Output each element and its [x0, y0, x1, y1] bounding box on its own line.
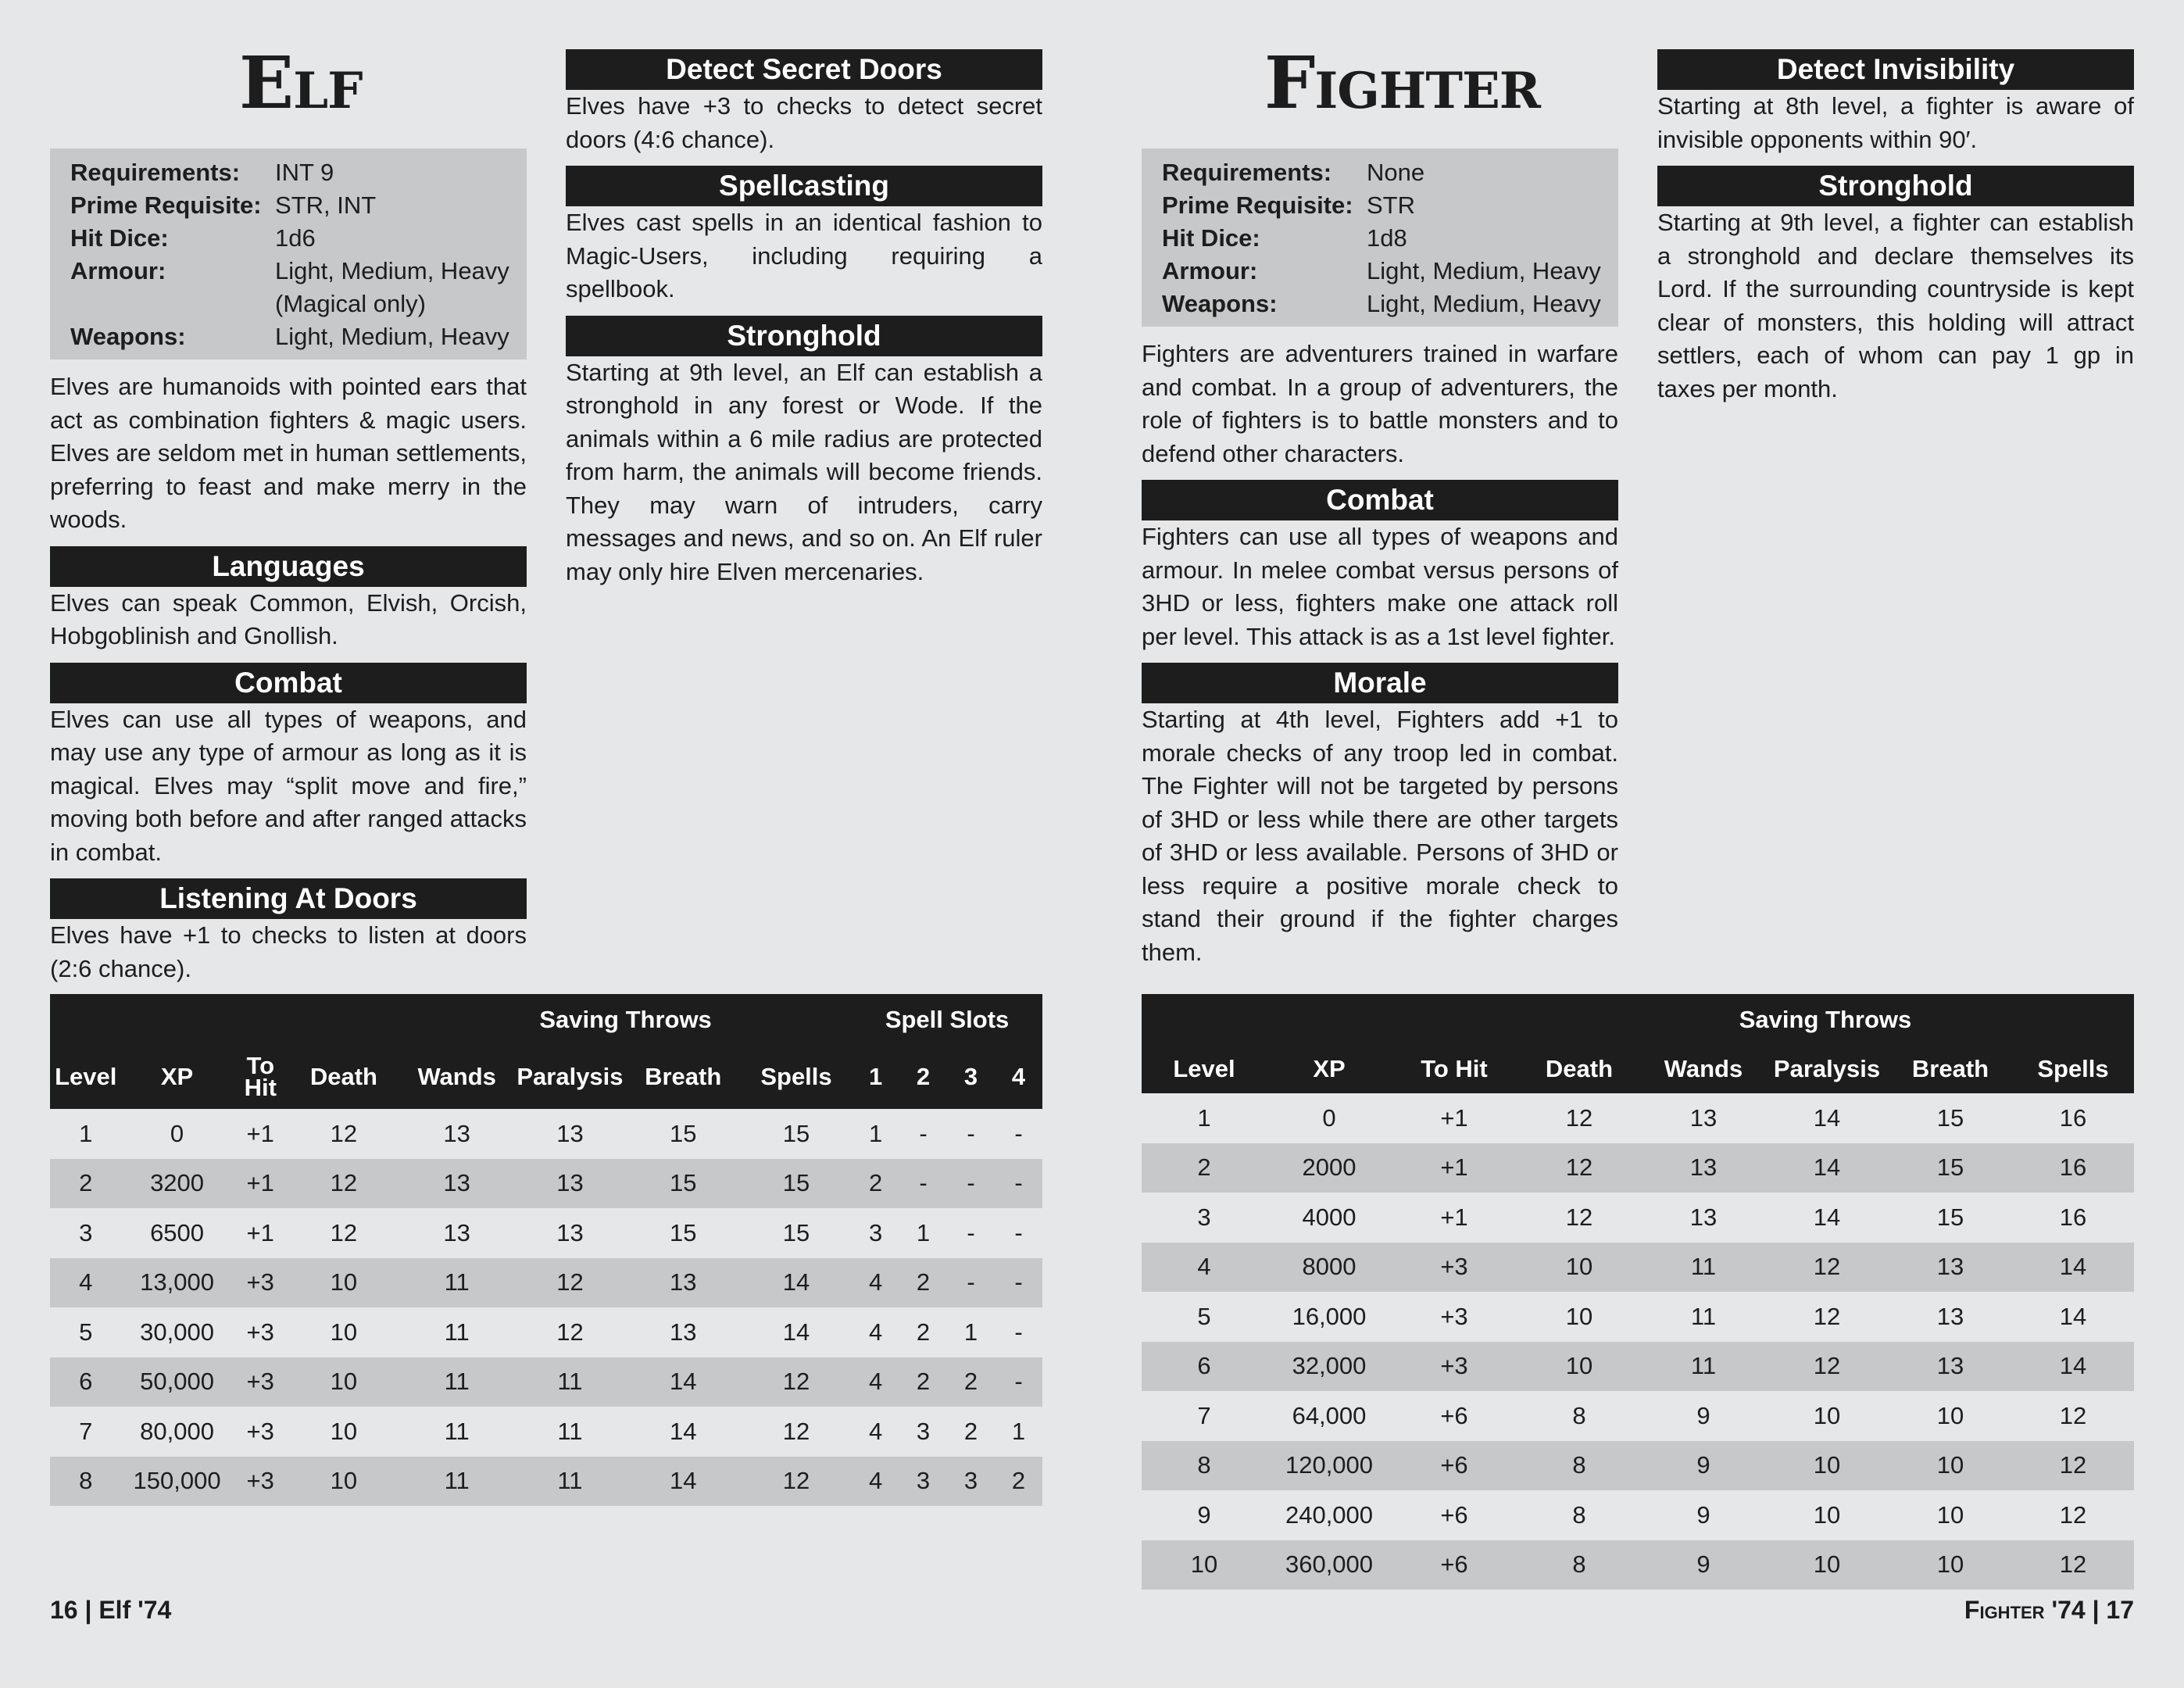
info-value: Light, Medium, Heavy	[1367, 290, 1601, 317]
table-cell: +3	[1440, 1302, 1468, 1330]
table-cell: 15	[626, 1159, 741, 1209]
info-label: Hit Dice:	[70, 224, 169, 252]
table-cell: 64,000	[1292, 1401, 1367, 1429]
table-cell: 4	[852, 1457, 899, 1507]
table-cell: 14	[626, 1357, 741, 1407]
elf-column-2	[566, 40, 1042, 588]
fighter-stronghold-header: Stronghold	[1657, 166, 2134, 206]
table-cell: 2	[899, 1357, 947, 1407]
column-header: Level	[1142, 1045, 1267, 1093]
table-cell: 13	[514, 1159, 625, 1209]
table-cell: 14	[2059, 1302, 2087, 1330]
table-row	[50, 1208, 1042, 1258]
table-cell: 14	[782, 1318, 810, 1346]
table-cell: 9	[1642, 1441, 1765, 1491]
table-cell: -	[947, 1159, 995, 1209]
elf-languages-text: Elves can speak Common, Elvish, Orcish, Hobgoblinish and Gnollish.	[50, 588, 527, 649]
page-title-fighter: Fighter	[1264, 41, 1540, 125]
table-cell: +1	[233, 1159, 288, 1209]
table-cell: +3	[1392, 1243, 1517, 1293]
table-cell: +1	[246, 1218, 274, 1246]
table-cell: 10	[1517, 1243, 1642, 1293]
table-cell: +6	[1440, 1500, 1468, 1529]
column-header: Wands	[399, 1045, 514, 1109]
table-cell: 3	[899, 1457, 947, 1507]
table-cell: +3	[233, 1258, 288, 1308]
table-cell: 80,000	[140, 1417, 214, 1445]
table-cell: 15	[1889, 1143, 2012, 1193]
table-row	[50, 1407, 1042, 1457]
info-label: Hit Dice:	[1162, 224, 1260, 252]
column-header: XP	[1267, 1045, 1392, 1093]
table-cell: 16	[2059, 1103, 2087, 1132]
fighter-column-2	[1657, 40, 2134, 406]
table-row	[1142, 1093, 2134, 1143]
table-cell: 1	[79, 1119, 93, 1147]
info-value: None	[1367, 159, 1425, 186]
table-cell: 16	[2059, 1203, 2087, 1231]
table-row	[50, 1357, 1042, 1407]
elf-listening-header: Listening At Doors	[50, 878, 527, 919]
table-cell: 11	[514, 1357, 625, 1407]
table-cell: 12	[1517, 1143, 1642, 1193]
table-cell: 12	[514, 1258, 625, 1308]
table-cell: 120,000	[1267, 1441, 1392, 1491]
elf-combat-header: Combat	[50, 663, 527, 703]
elf-intro: Elves are humanoids with pointed ears that act as combination fighters & magic users. Elves are seldom met in human settlements, preferring to feast and make merry in the woods.	[50, 373, 527, 533]
column-header: To Hit	[1392, 1045, 1517, 1093]
table-cell: 11	[444, 1318, 470, 1346]
page-title-elf: Elf	[239, 41, 363, 125]
table-cell: 13	[1689, 1103, 1718, 1132]
table-cell: 2	[852, 1159, 899, 1209]
elf-stronghold-text: Starting at 9th level, an Elf can establish a stronghold in any forest or Wode. If the animals within a 6 mile radius are protected from harm, the animals will become friends. They may warn of intruders, carry messages and news, and so on. An Elf ruler may only hire Elven mercenaries.	[566, 358, 1042, 585]
column-header: 3	[947, 1045, 995, 1109]
table-cell: 13	[1889, 1342, 2012, 1392]
table-cell: 3	[79, 1218, 93, 1246]
info-value: STR, INT	[275, 191, 377, 219]
table-cell: 12	[741, 1357, 852, 1407]
elf-secret-doors-header: Detect Secret Doors	[566, 49, 1042, 90]
table-cell: 11	[1642, 1243, 1765, 1293]
table-cell: -	[995, 1357, 1042, 1407]
table-cell: 14	[669, 1417, 697, 1445]
table-cell: 3	[947, 1457, 995, 1507]
fighter-level-table	[1142, 994, 2134, 1590]
table-cell: -	[995, 1159, 1042, 1209]
info-label: Weapons:	[1162, 290, 1278, 317]
table-cell: 2	[947, 1357, 995, 1407]
table-cell: 12	[556, 1318, 584, 1346]
table-cell: +6	[1440, 1401, 1468, 1429]
table-cell: 4	[50, 1258, 121, 1308]
table-cell: 12	[1765, 1243, 1889, 1293]
table-cell: 10	[288, 1357, 399, 1407]
table-cell: +3	[233, 1357, 288, 1407]
table-cell: 5	[1197, 1302, 1211, 1330]
table-cell: 2	[1142, 1143, 1267, 1193]
elf-column-1	[50, 148, 527, 985]
column-header: Breath	[626, 1045, 741, 1109]
table-cell: -	[947, 1258, 995, 1308]
info-row	[70, 255, 516, 320]
table-cell: 1	[868, 1119, 883, 1147]
column-header: Paralysis	[514, 1045, 625, 1109]
elf-level-table	[50, 994, 1042, 1506]
table-cell: 3	[916, 1417, 931, 1445]
fighter-combat-text: Fighters can use all types of weapons and armour. In melee combat versus persons of 3HD or less, fighters make one attack roll per level. This attack is as a 1st level fighter.	[1142, 523, 1618, 650]
column-header: Death	[1517, 1045, 1642, 1093]
table-cell: 12	[2059, 1500, 2087, 1529]
column-header: 2	[899, 1045, 947, 1109]
table-cell: 4000	[1302, 1203, 1357, 1231]
info-label: Armour:	[1162, 257, 1258, 284]
fighter-morale-text: Starting at 4th level, Fighters add +1 to morale checks of any troop led in combat. The Fighter will not be targeted by persons of 3HD or less while there are other targets of 3HD or less available. Persons of 3HD or less require a positive morale check to stand their ground if the fighter charges them.	[1142, 706, 1618, 966]
info-label: Armour:	[70, 257, 166, 284]
table-cell: 150,000	[121, 1457, 232, 1507]
table-cell: 4	[868, 1318, 883, 1346]
info-row	[1162, 156, 1607, 189]
table-cell: 12	[330, 1218, 358, 1246]
table-cell: +6	[1392, 1441, 1517, 1491]
info-row	[70, 320, 516, 353]
table-cell: 4	[852, 1258, 899, 1308]
table-row	[1142, 1193, 2134, 1243]
table-cell: 0	[1322, 1103, 1336, 1132]
table-cell: 14	[2012, 1342, 2134, 1392]
table-cell: 15	[782, 1119, 810, 1147]
table-cell: 10	[1765, 1540, 1889, 1590]
table-cell: 11	[1690, 1302, 1717, 1330]
table-cell: 9	[1197, 1500, 1211, 1529]
table-cell: +3	[233, 1457, 288, 1507]
table-cell: 14	[626, 1457, 741, 1507]
info-value: Light, Medium, Heavy (Magical only)	[275, 257, 509, 317]
table-cell: -	[1014, 1119, 1023, 1147]
info-label: Prime Requisite:	[1162, 191, 1353, 219]
elf-listening-text: Elves have +1 to checks to listen at doors (2:6 chance).	[50, 921, 527, 982]
table-cell: 13	[669, 1318, 697, 1346]
table-cell: 15	[782, 1218, 810, 1246]
table-cell: 14	[1765, 1143, 1889, 1193]
table-cell: 240,000	[1285, 1500, 1374, 1529]
elf-spell-slots-header: Spell Slots	[852, 994, 1042, 1045]
column-header: Paralysis	[1765, 1045, 1889, 1093]
table-cell: 11	[514, 1457, 625, 1507]
table-cell: 13	[1889, 1243, 2012, 1293]
table-cell: 32,000	[1267, 1342, 1392, 1392]
table-cell: -	[1014, 1318, 1023, 1346]
table-cell: 6	[50, 1357, 121, 1407]
table-row	[50, 1307, 1042, 1357]
info-label: Weapons:	[70, 323, 186, 350]
table-cell: +3	[246, 1417, 274, 1445]
fighter-saving-throws-header: Saving Throws	[1517, 994, 2134, 1045]
table-cell: 10	[288, 1457, 399, 1507]
fighter-column-1	[1142, 148, 1618, 969]
table-cell: 10	[330, 1318, 358, 1346]
table-cell: 0	[170, 1119, 184, 1147]
fighter-morale-header: Morale	[1142, 663, 1618, 703]
info-row	[70, 156, 516, 189]
table-cell: 14	[2012, 1243, 2134, 1293]
footer-right	[1964, 1596, 2134, 1625]
table-cell: 10	[330, 1417, 358, 1445]
table-cell: +1	[1440, 1103, 1468, 1132]
info-value: INT 9	[275, 159, 334, 186]
table-cell: -	[919, 1119, 928, 1147]
table-cell: 14	[741, 1258, 852, 1308]
table-row	[50, 1258, 1042, 1308]
table-cell: 10	[1142, 1540, 1267, 1590]
column-header: Level	[50, 1045, 121, 1109]
table-cell: 13	[1642, 1143, 1765, 1193]
table-cell: 10	[1813, 1500, 1841, 1529]
info-row	[1162, 189, 1607, 222]
table-cell: 10	[1889, 1441, 2012, 1491]
table-cell: 2000	[1267, 1143, 1392, 1193]
elf-languages-header: Languages	[50, 546, 527, 587]
table-cell: 14	[1813, 1203, 1841, 1231]
table-cell: 12	[288, 1159, 399, 1209]
table-cell: 16	[2012, 1143, 2134, 1193]
table-row	[1142, 1490, 2134, 1540]
table-cell: 12	[2012, 1441, 2134, 1491]
table-cell: 11	[399, 1357, 514, 1407]
info-value: Light, Medium, Heavy	[1367, 257, 1601, 284]
table-cell: 8000	[1267, 1243, 1392, 1293]
elf-spellcasting-header: Spellcasting	[566, 166, 1042, 206]
table-cell: 14	[1813, 1103, 1841, 1132]
table-cell: 13	[1936, 1302, 1964, 1330]
elf-info-box	[50, 148, 527, 359]
table-cell: 12	[1813, 1302, 1841, 1330]
table-cell: 12	[2012, 1540, 2134, 1590]
column-header: 4	[995, 1045, 1042, 1109]
info-row	[70, 189, 516, 222]
table-cell: +3	[1392, 1342, 1517, 1392]
table-cell: 16,000	[1292, 1302, 1367, 1330]
elf-saving-throws-header: Saving Throws	[399, 994, 852, 1045]
table-row	[50, 1159, 1042, 1209]
table-cell: 8	[50, 1457, 121, 1507]
fighter-info-box	[1142, 148, 1618, 327]
table-cell: 12	[1565, 1103, 1593, 1132]
table-cell: 2	[995, 1457, 1042, 1507]
table-cell: 12	[330, 1119, 358, 1147]
table-row	[1142, 1143, 2134, 1193]
info-row	[1162, 255, 1607, 288]
table-cell: 4	[1142, 1243, 1267, 1293]
table-cell: 1	[1197, 1103, 1211, 1132]
info-label: Prime Requisite:	[70, 191, 262, 219]
table-cell: 9	[1696, 1401, 1710, 1429]
footer-right-class: Fighter	[1964, 1596, 2045, 1624]
table-cell: 10	[1765, 1441, 1889, 1491]
column-header: XP	[121, 1045, 232, 1109]
table-row	[1142, 1292, 2134, 1342]
table-cell: 11	[444, 1417, 470, 1445]
column-header: 1	[852, 1045, 899, 1109]
table-cell: 10	[1517, 1342, 1642, 1392]
table-cell: 10	[1813, 1401, 1841, 1429]
elf-spellcasting-text: Elves cast spells in an identical fashion to Magic-Users, including requiring a spellbook.	[566, 209, 1042, 302]
table-cell: 12	[1765, 1342, 1889, 1392]
table-cell: 10	[288, 1258, 399, 1308]
footer-left: 16 | Elf '74	[50, 1596, 172, 1624]
table-row	[1142, 1243, 2134, 1293]
table-cell: 13,000	[121, 1258, 232, 1308]
table-cell: -	[995, 1258, 1042, 1308]
table-cell: +1	[246, 1119, 274, 1147]
table-cell: 13	[626, 1258, 741, 1308]
table-cell: 3	[868, 1218, 883, 1246]
table-cell: 4	[868, 1417, 883, 1445]
table-cell: 2	[916, 1318, 931, 1346]
table-cell: 11	[399, 1258, 514, 1308]
info-value: 1d8	[1367, 224, 1407, 252]
table-cell: 4	[852, 1357, 899, 1407]
fighter-invisibility-header: Detect Invisibility	[1657, 49, 2134, 90]
table-cell: 13	[1689, 1203, 1718, 1231]
info-row	[70, 222, 516, 255]
fighter-intro: Fighters are adventurers trained in warfare and combat. In a group of adventurers, the role of fighters is to battle monsters and to defend other characters.	[1142, 340, 1618, 467]
column-header: Breath	[1889, 1045, 2012, 1093]
table-cell: 12	[741, 1457, 852, 1507]
table-cell: 50,000	[121, 1357, 232, 1407]
table-row	[1142, 1441, 2134, 1491]
column-header: Spells	[2012, 1045, 2134, 1093]
table-cell: 11	[399, 1457, 514, 1507]
table-cell: 8	[1517, 1441, 1642, 1491]
info-value: Light, Medium, Heavy	[275, 323, 509, 350]
table-cell: 11	[1642, 1342, 1765, 1392]
table-row	[50, 1457, 1042, 1507]
table-cell: 13	[556, 1218, 584, 1246]
table-row	[1142, 1391, 2134, 1441]
info-value: 1d6	[275, 224, 316, 252]
table-cell: 13	[556, 1119, 584, 1147]
column-header: Spells	[741, 1045, 852, 1109]
table-cell: -	[967, 1218, 975, 1246]
table-cell: 11	[557, 1417, 583, 1445]
table-cell: 5	[79, 1318, 93, 1346]
table-cell: +6	[1392, 1540, 1517, 1590]
table-cell: -	[899, 1159, 947, 1209]
table-row	[50, 1109, 1042, 1159]
table-cell: 2	[899, 1258, 947, 1308]
fighter-combat-header: Combat	[1142, 480, 1618, 520]
table-row	[1142, 1540, 2134, 1590]
table-cell: 10	[1936, 1401, 1964, 1429]
table-cell: 12	[2059, 1401, 2087, 1429]
table-cell: 6500	[150, 1218, 205, 1246]
column-header: Wands	[1642, 1045, 1765, 1093]
elf-stronghold-header: Stronghold	[566, 316, 1042, 356]
column-header: To Hit	[233, 1045, 288, 1109]
table-cell: 7	[79, 1417, 93, 1445]
table-cell: 9	[1696, 1500, 1710, 1529]
column-header: Death	[288, 1045, 399, 1109]
table-cell: 6	[1142, 1342, 1267, 1392]
table-cell: 10	[1889, 1540, 2012, 1590]
info-value: STR	[1367, 191, 1415, 219]
fighter-invisibility-text: Starting at 8th level, a fighter is aware of invisible opponents within 90′.	[1657, 92, 2134, 153]
table-cell: 15	[669, 1119, 697, 1147]
table-cell: +1	[1392, 1143, 1517, 1193]
table-cell: 360,000	[1267, 1540, 1392, 1590]
table-cell: 15	[1936, 1203, 1964, 1231]
elf-combat-text: Elves can use all types of weapons, and may use any type of armour as long as it is magical. Elves may “split move and fire,” moving both before and after ranged attacks in combat.	[50, 705, 527, 866]
footer-right-page: '74 | 17	[2044, 1596, 2134, 1624]
table-cell: 13	[399, 1159, 514, 1209]
table-cell: 7	[1197, 1401, 1211, 1429]
table-cell: 15	[669, 1218, 697, 1246]
table-cell: 1	[916, 1218, 931, 1246]
info-row	[1162, 288, 1607, 320]
table-cell: 3200	[121, 1159, 232, 1209]
info-row	[1162, 222, 1607, 255]
table-cell: +3	[246, 1318, 274, 1346]
info-label: Requirements:	[1162, 159, 1332, 186]
table-cell: -	[1014, 1218, 1023, 1246]
table-cell: 8	[1572, 1401, 1586, 1429]
table-cell: 13	[443, 1218, 470, 1246]
table-cell: 1	[963, 1318, 978, 1346]
table-cell: 9	[1642, 1540, 1765, 1590]
table-cell: 8	[1517, 1540, 1642, 1590]
table-cell: 3	[1197, 1203, 1211, 1231]
info-label: Requirements:	[70, 159, 241, 186]
fighter-stronghold-text: Starting at 9th level, a fighter can establish a stronghold and declare themselves its Lord. If the surrounding countryside is kept clear of monsters, this holding will attract settlers, each of whom can pay 1 gp in taxes per month.	[1657, 209, 2134, 402]
table-row	[1142, 1342, 2134, 1392]
elf-secret-doors-text: Elves have +3 to checks to detect secret doors (4:6 chance).	[566, 92, 1042, 153]
table-cell: 10	[1565, 1302, 1593, 1330]
table-cell: -	[967, 1119, 975, 1147]
table-cell: 8	[1142, 1441, 1267, 1491]
table-cell: 10	[1936, 1500, 1964, 1529]
table-cell: 15	[741, 1159, 852, 1209]
table-cell: 13	[443, 1119, 470, 1147]
table-cell: 12	[782, 1417, 810, 1445]
table-cell: 15	[1936, 1103, 1964, 1132]
table-cell: 30,000	[140, 1318, 214, 1346]
table-cell: 1	[1011, 1417, 1026, 1445]
table-cell: 2	[963, 1417, 978, 1445]
table-cell: +1	[1440, 1203, 1468, 1231]
table-cell: 8	[1572, 1500, 1586, 1529]
table-cell: 12	[1565, 1203, 1593, 1231]
table-cell: 2	[50, 1159, 121, 1209]
